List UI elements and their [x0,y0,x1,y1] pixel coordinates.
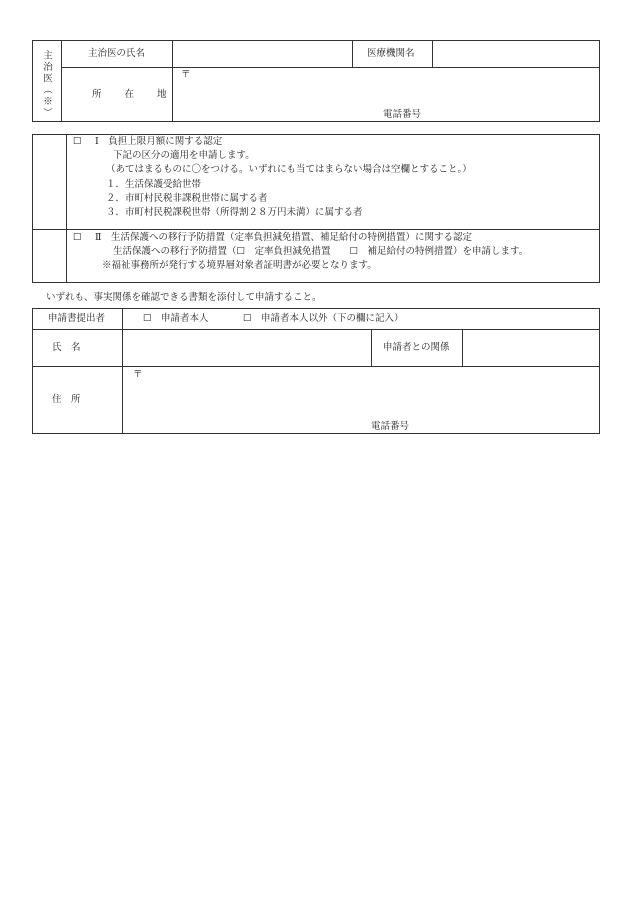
applicant-address-field[interactable] [123,367,599,433]
item2-note: ※福祉事務所が発行する境界層対象者証明書が必要となります。 [102,260,377,271]
applicant-name-field[interactable] [123,330,370,365]
doctor-postal-mark: 〒 [181,69,191,80]
item2-checkbox[interactable]: ☐ [73,232,82,243]
doctor-phone-label: 電話番号 [383,109,422,120]
applicant-postal-mark: 〒 [133,369,143,380]
submitter-option-self[interactable]: ☐ 申請者本人 [143,313,209,324]
submitter-option-other[interactable]: ☐ 申請者本人以外（下の欄に記入） [243,313,404,324]
applicant-name-label: 氏 名 [52,342,81,353]
doctor-address-label: 所 在 地 [92,89,177,100]
institution-field[interactable] [433,41,599,66]
certification-table-row-divider [32,229,600,230]
doctor-name-label: 主治医の氏名 [88,48,146,59]
doctor-side-label: 主治医（※） [41,50,52,119]
notice-text: いずれも、事実関係を確認できる書類を添付して申請すること。 [46,292,322,303]
institution-label: 医療機関名 [367,48,415,59]
submitter-label: 申請書提出者 [48,313,106,324]
relation-label: 申請者との関係 [383,342,450,353]
item1-option-3[interactable]: ３．市町村民税課税世帯（所得割２８万円未満）に属する者 [106,207,363,218]
doctor-name-field[interactable] [173,41,351,66]
applicant-address-label: 住 所 [52,394,81,405]
item1-line1: 下記の区分の適用を申請します。 [113,150,255,161]
item1-option-2[interactable]: ２．市町村民税非課税世帯に属する者 [106,193,268,204]
certification-table-divider [66,134,67,283]
item2-title: Ⅱ 生活保護への移行予防措置（定率負担減免措置、補足給付の特例措置）に関する認定 [95,232,472,243]
item1-option-1[interactable]: １．生活保護受給世帯 [106,179,202,190]
doctor-table-divider-side [61,40,62,122]
doctor-table-divider-inst-label [352,40,353,67]
submitter-table-divider-relation-label [371,329,372,366]
item2-line1: 生活保護への移行予防措置（☐ 定率負担減免措置 ☐ 補足給付の特例措置）を申請します。 [113,246,529,257]
item1-checkbox[interactable]: ☐ [73,136,82,147]
relation-field[interactable] [463,330,599,365]
item1-title: Ⅰ 負担上限月額に関する認定 [95,136,223,147]
item1-line2: （あてはまるものに〇をつける。いずれにも当てはまらない場合は空欄とすること。） [106,164,472,175]
applicant-phone-label: 電話番号 [371,421,410,432]
